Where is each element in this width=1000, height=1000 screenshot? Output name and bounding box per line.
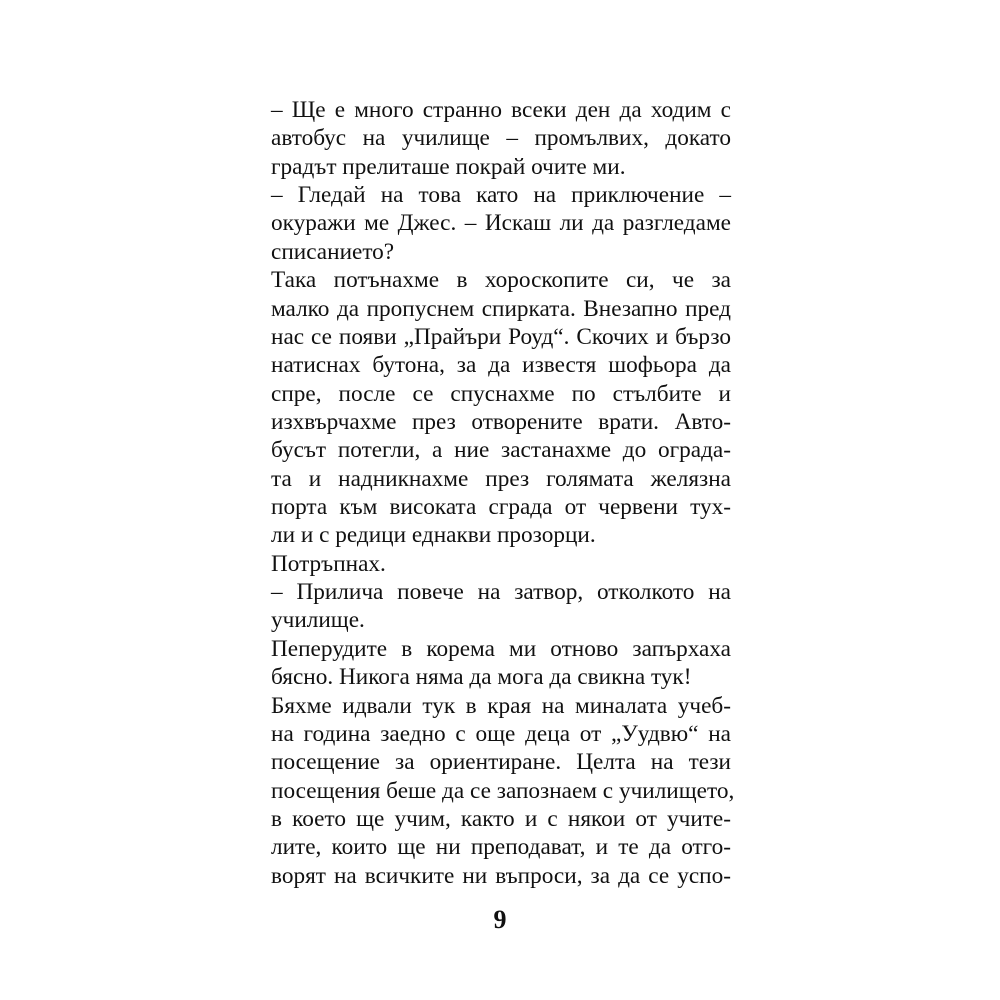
text-line: ли и с редици еднакви прозорци. xyxy=(271,522,596,549)
text-line: – Гледай на това като на приключение – xyxy=(271,182,731,209)
text-line: та и надникнахме през голямата желязна xyxy=(271,465,731,492)
text-line: градът прелиташе покрай очите ми. xyxy=(271,153,626,180)
text-line: лите, които ще ни преподават, и те да отго- xyxy=(271,834,731,861)
text-line: натиснах бутона, за да известя шофьора да xyxy=(271,352,731,379)
text-line: Така потънахме в хороскопите си, че за xyxy=(271,267,731,294)
text-line: порта към високата сграда от червени тух- xyxy=(271,494,731,520)
text-line: спре, после се спуснахме по стълбите и xyxy=(271,380,731,407)
page-number: 9 xyxy=(493,905,507,934)
text-line: Пеперудите в корема ми отново запърхаха xyxy=(271,635,731,662)
text-line: посещения беше да се запознаем с училището, xyxy=(271,777,735,804)
text-line: изхвърчахме през отворените врати. Авто- xyxy=(271,408,731,435)
text-line: бясно. Никога няма да мога да свикна тук! xyxy=(271,664,692,691)
text-line: училище. xyxy=(271,607,365,634)
text-line: – Прилича повече на затвор, отколкото на xyxy=(271,579,731,606)
text-line: – Ще е много странно всеки ден да ходим с xyxy=(271,97,731,123)
text-line: нас се появи „Прайъри Роуд“. Скочих и бързо xyxy=(271,323,731,350)
text-line: окуражи ме Джес. – Искаш ли да разгледаме xyxy=(271,210,731,237)
text-line: в което ще учим, както и с някои от учите- xyxy=(271,805,731,832)
text-line: бусът потегли, а ние застанахме до оградa- xyxy=(271,437,731,464)
text-line: на година заедно с още деца от „Уудвю“ на xyxy=(271,720,731,747)
text-line: ворят на всичките ни въпроси, за да се успо- xyxy=(271,862,731,889)
text-line: Бяхме идвали тук в края на миналата учеб- xyxy=(271,692,731,719)
text-line: списанието? xyxy=(271,238,395,265)
text-line: малко да пропуснем спирката. Внезапно пред xyxy=(271,295,731,322)
text-line: посещение за ориентиране. Целта на тези xyxy=(271,749,731,776)
text-line: автобус на училище – промълвих, докато xyxy=(271,125,731,152)
text-line: Потръпнах. xyxy=(271,550,386,577)
